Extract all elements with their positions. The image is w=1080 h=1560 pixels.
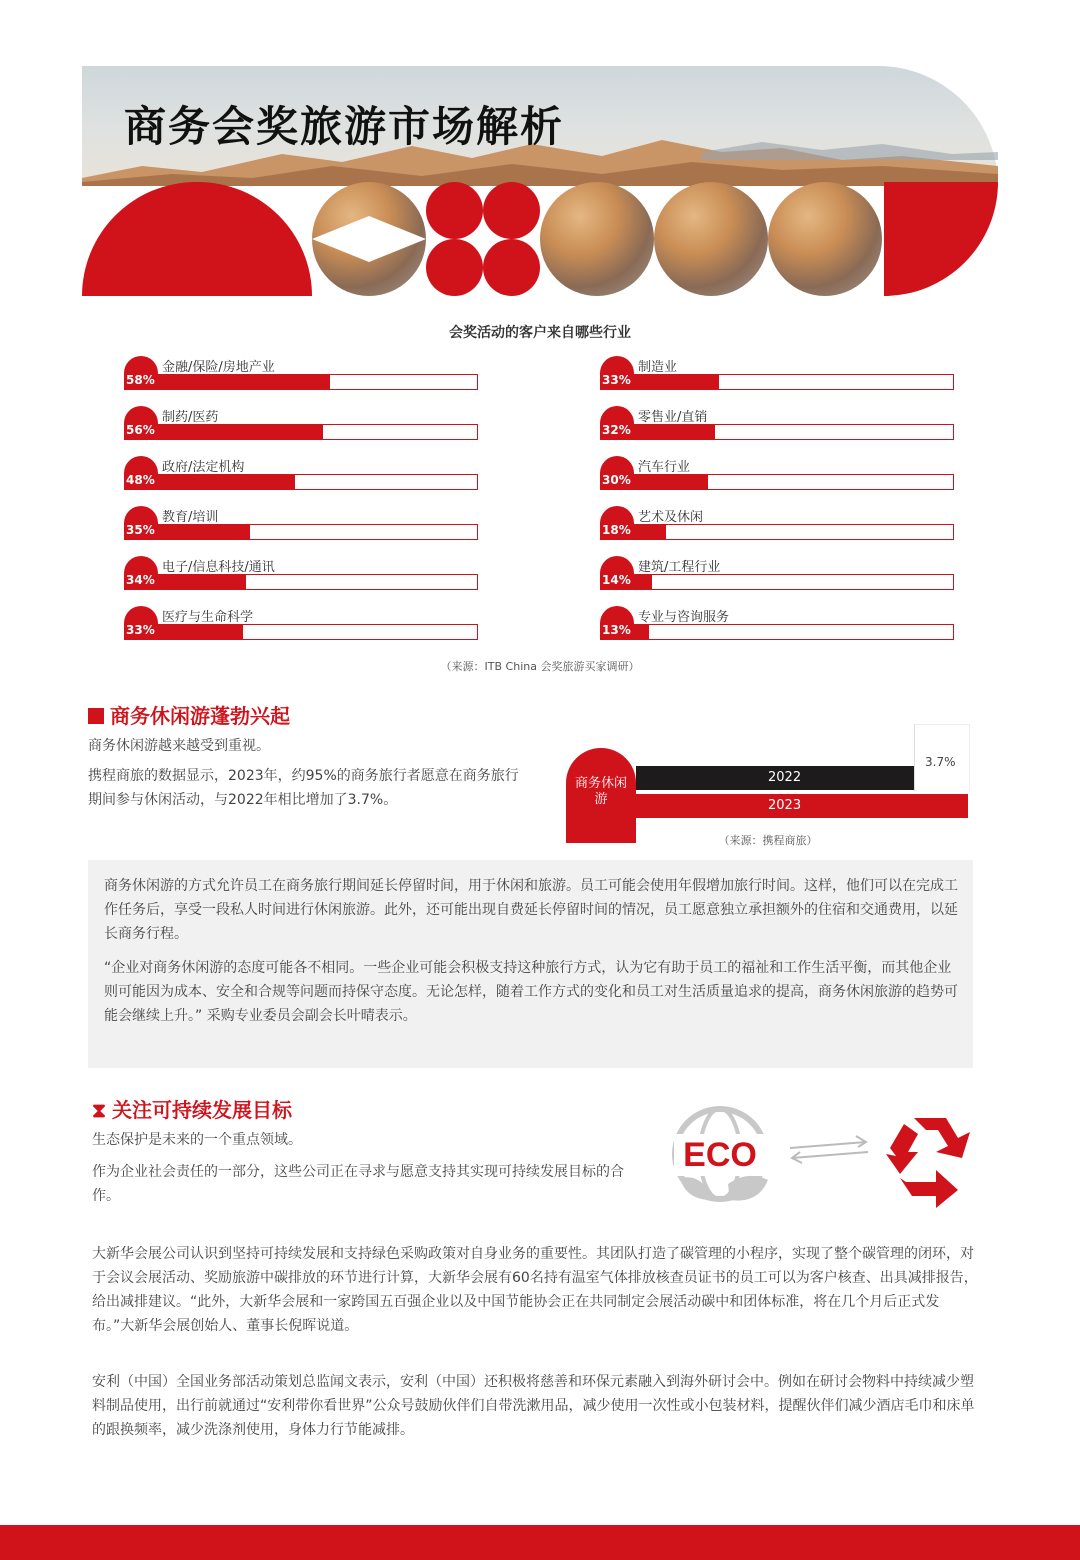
leisure-para: 携程商旅的数据显示，2023年，约95%的商务旅行者愿意在商务旅行期间参与休闲活动，与2022年相比增加了3.7%。: [88, 768, 519, 808]
bar-percent: 30%: [602, 473, 631, 487]
bar-label: 教育/培训: [162, 510, 219, 525]
header-banner: [82, 66, 998, 296]
leisure-chart-tag: 商务休闲游: [574, 776, 627, 807]
eco-text: ECO: [683, 1136, 757, 1174]
bar-label: 汽车行业: [638, 460, 691, 475]
quote-box: [88, 860, 973, 1068]
banner-sky: [82, 66, 998, 186]
page-title: 商务会奖旅游市场解析: [124, 102, 565, 151]
bar-label: 制造业: [638, 360, 678, 375]
industry-bar-row: [124, 606, 480, 646]
bar-track: [602, 574, 954, 590]
industry-bar-row: [600, 606, 956, 646]
bar-label: 艺术及休闲: [638, 510, 704, 525]
bar-label: 制药/医药: [162, 410, 219, 425]
bar-track: [126, 424, 478, 440]
body-para-2: 安利（中国）全国业务部活动策划总监闻文表示，安利（中国）还积极将慈善和环保元素融入到海外研讨会中。例如在研讨会物料中持续减少塑料制品使用，出行前就通过“安利带你看世界”公众号鼓励伙伴们自带洗漱用品，减少使用一次性或小包装材料，提醒伙伴们减少酒店毛巾和床单的跟换频率，减少洗涤剂使用，身体力行节能减排。: [92, 1374, 975, 1438]
industry-bar-row: [124, 506, 480, 546]
delta-label: 3.7%: [925, 755, 956, 769]
industry-bar-row: [600, 556, 956, 596]
bar-label: 建筑/工程行业: [638, 560, 721, 575]
bar-label: 专业与咨询服务: [638, 610, 730, 625]
section-heading-leisure: [88, 700, 290, 729]
sustain-intro: 生态保护是未来的一个重点领域。: [92, 1132, 302, 1148]
bar-track: [602, 474, 954, 490]
industry-bar-row: [124, 406, 480, 446]
bar-track: [602, 624, 954, 640]
bar-percent: 33%: [126, 623, 155, 637]
rock-circle-2: [540, 182, 654, 296]
bar-percent: 33%: [602, 373, 631, 387]
delta-bracket: [914, 724, 970, 791]
recycle-icon: [886, 1118, 970, 1208]
bar-track: [602, 424, 954, 440]
bar-track: [126, 374, 478, 390]
bar-track: [126, 624, 478, 640]
red-dot-4: [483, 239, 540, 296]
hourglass-icon: ⧗: [92, 1098, 107, 1122]
leisure-chart-source: （来源：携程商旅）: [718, 834, 818, 847]
section-heading-text: 商务休闲游蓬勃兴起: [110, 704, 290, 728]
bar-percent: 35%: [126, 523, 155, 537]
industry-bar-row: [600, 406, 956, 446]
bar-percent: 56%: [126, 423, 155, 437]
red-dot-1: [426, 182, 483, 239]
bar-2023-label: 2023: [768, 798, 802, 813]
bar-2023: [636, 794, 968, 818]
body-para-1: 大新华会展公司认识到坚持可持续发展和支持绿色采购政策对自身业务的重要性。其团队打造了碳管理的小程序，实现了整个碳管理的闭环，对于会议会展活动、奖励旅游中碳排放的环节进行计算，大新华会展有60名持有温室气体排放核查员证书的员工可以为客户核查、出具减排报告，给出减排建议。“此外，大新华会展和一家跨国五百强企业以及中国节能协会正在共同制定会展活动碳中和团体标准，将在几个月后正式发布。”大新华会展创始人、董事长倪晖说道。: [92, 1246, 978, 1334]
bar-label: 政府/法定机构: [162, 460, 245, 475]
bar-percent: 13%: [602, 623, 631, 637]
bar-percent: 32%: [602, 423, 631, 437]
chart-title: 会奖活动的客户来自哪些行业: [449, 325, 631, 341]
section-heading-text: 关注可持续发展目标: [112, 1098, 293, 1122]
industry-bar-row: [124, 356, 480, 396]
red-half-circle-left: [82, 182, 312, 296]
rock-circle-4: [768, 182, 882, 296]
bar-percent: 48%: [126, 473, 155, 487]
bar-track: [126, 574, 478, 590]
sustain-para: 作为企业社会责任的一部分，这些公司正在寻求与愿意支持其实现可持续发展目标的合作。: [92, 1164, 624, 1204]
bar-2022: [636, 766, 914, 790]
bar-label: 零售业/直销: [638, 410, 708, 425]
footer-bar: [0, 1525, 1080, 1560]
red-dot-3: [426, 239, 483, 296]
quote-box-para-1: 商务休闲游的方式允许员工在商务旅行期间延长停留时间，用于休闲和旅游。员工可能会使用年假增加旅行时间。这样，他们可以在完成工作任务后，享受一段私人时间进行休闲旅游。此外，还可能出现自费延长停留时间的情况，员工愿意独立承担额外的住宿和交通费用，以延长商务行程。: [104, 878, 958, 942]
red-quarter-circle-right: [884, 182, 998, 296]
industry-bar-row: [124, 556, 480, 596]
industry-bar-row: [124, 456, 480, 496]
bar-track: [126, 524, 478, 540]
section-heading-sustain: [92, 1094, 292, 1123]
bar-percent: 34%: [126, 573, 155, 587]
industry-bar-row: [600, 356, 956, 396]
bar-label: 金融/保险/房地产业: [162, 360, 275, 375]
bar-percent: 14%: [602, 573, 631, 587]
chart-source: （来源：ITB China 会奖旅游买家调研）: [440, 660, 640, 673]
bar-label: 电子/信息科技/通讯: [162, 560, 275, 575]
red-dot-2: [483, 182, 540, 239]
exchange-arrows-icon: [790, 1136, 868, 1163]
rock-circle-3: [654, 182, 768, 296]
industry-bar-row: [600, 456, 956, 496]
bar-track: [602, 374, 954, 390]
industry-bar-row: [600, 506, 956, 546]
eco-graphic: [668, 1104, 984, 1214]
square-bullet-icon: [88, 708, 104, 724]
bar-percent: 58%: [126, 373, 155, 387]
bar-track: [602, 524, 954, 540]
bar-2022-label: 2022: [768, 770, 802, 785]
bar-label: 医疗与生命科学: [162, 610, 254, 625]
bar-percent: 18%: [602, 523, 631, 537]
leisure-chart: [566, 724, 970, 824]
bar-track: [126, 474, 478, 490]
leisure-intro: 商务休闲游越来越受到重视。: [88, 738, 270, 754]
quote-box-para-2: “企业对商务休闲游的态度可能各不相同。一些企业可能会积极支持这种旅行方式，认为它有助于员工的福祉和工作生活平衡，而其他企业则可能因为成本、安全和合规等问题而持保守态度。无论怎样，随着工作方式的变化和员工对生活质量追求的提高，商务休闲旅游的趋势可能会继续上升。” 采购专业委员会副会长叶晴表示。: [104, 960, 958, 1024]
